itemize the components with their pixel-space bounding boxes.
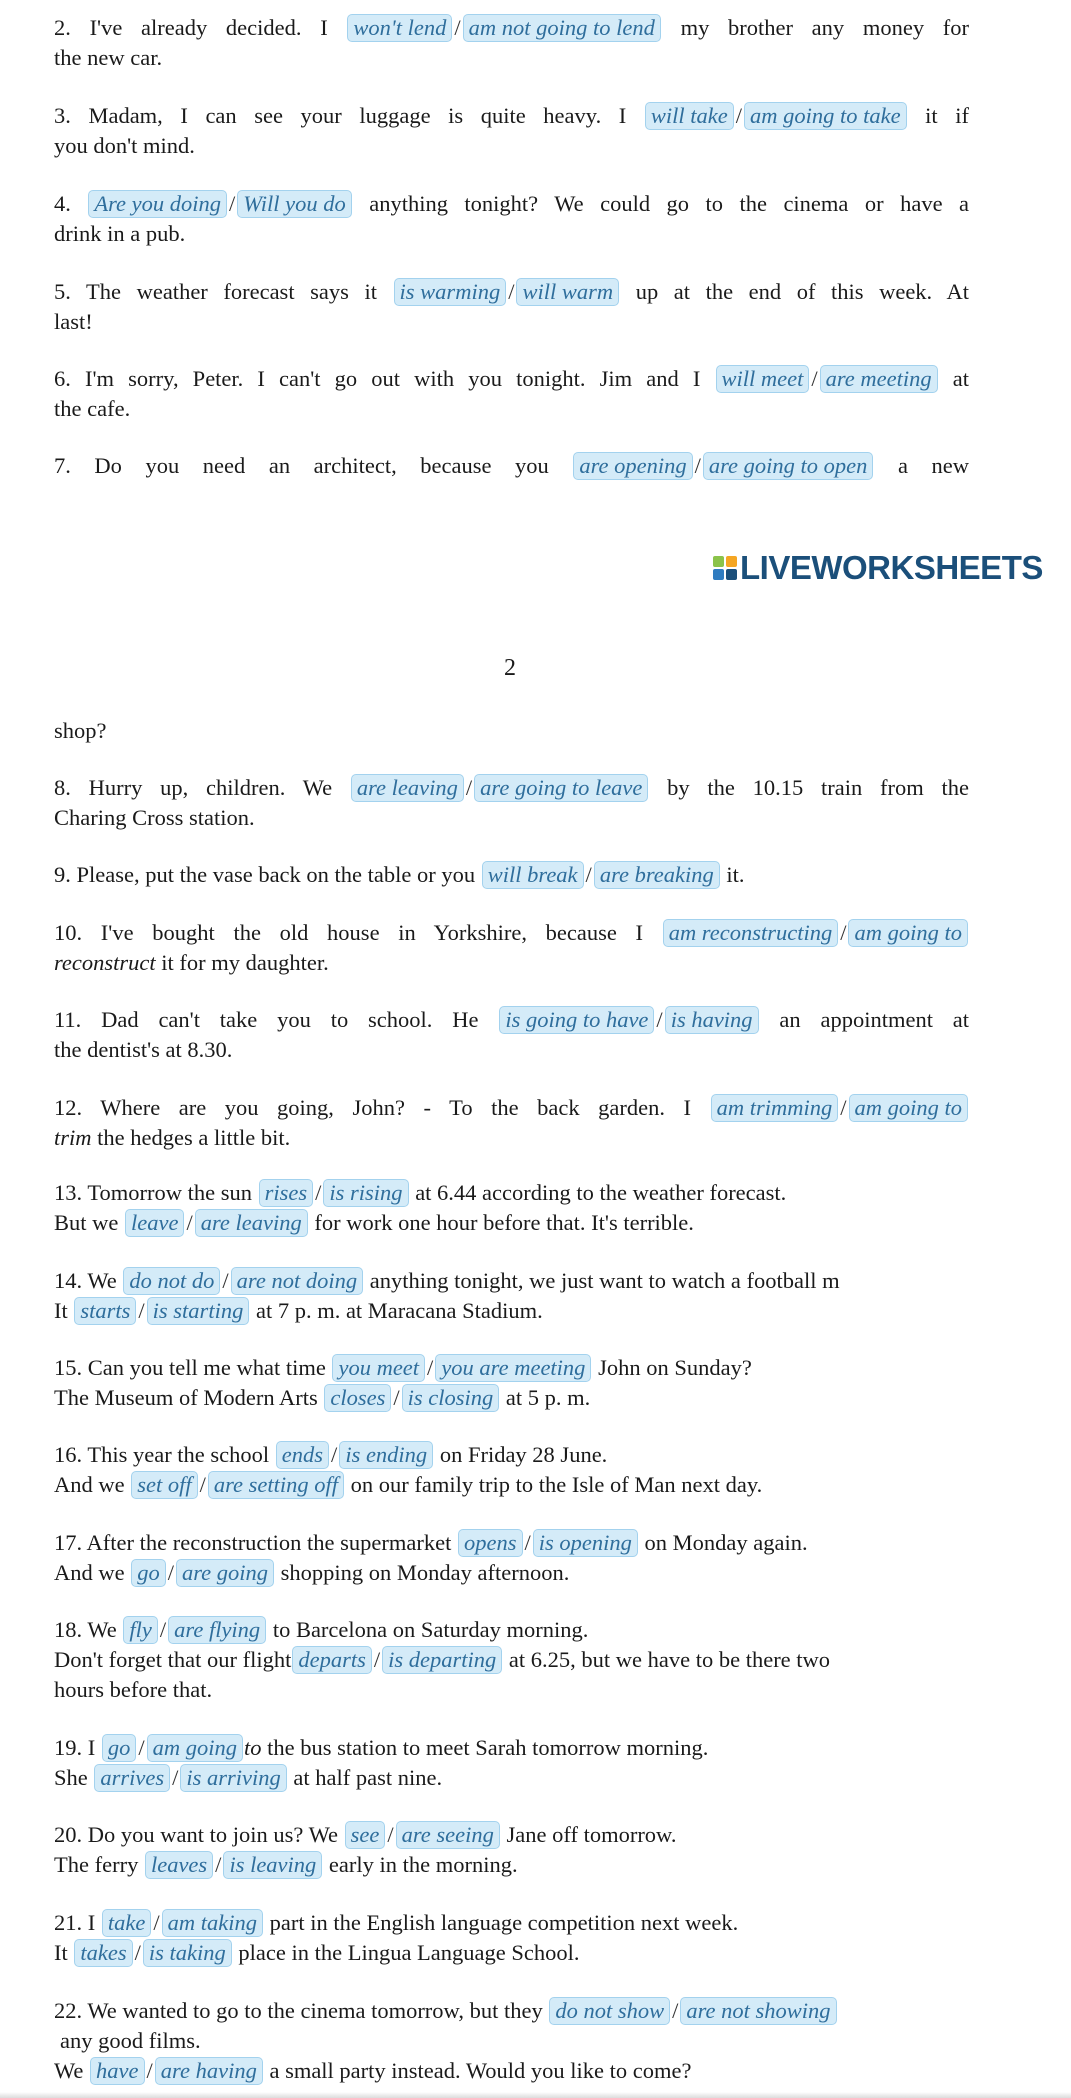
question-text: She bbox=[54, 1765, 88, 1790]
option-leave[interactable]: leave bbox=[125, 1209, 184, 1237]
question-10-line-1: 10. I've bought the old house in Yorkshire, because I am reconstructing / am going to bbox=[54, 918, 969, 948]
question-text: 16. This year the school bbox=[54, 1442, 270, 1467]
question-6-line-2 bbox=[54, 394, 969, 424]
question-17-line-2: And we go / are going shopping on Monday afternoon. bbox=[54, 1560, 570, 1585]
option-see[interactable]: see bbox=[345, 1821, 386, 1849]
question-text: It bbox=[54, 1298, 68, 1323]
option-rises[interactable]: rises bbox=[259, 1179, 314, 1207]
question-text: my brother any money for bbox=[680, 15, 970, 40]
option-leaves[interactable]: leaves bbox=[145, 1851, 213, 1879]
option-am-going-to[interactable]: am going to bbox=[849, 1094, 969, 1122]
option-have[interactable]: have bbox=[90, 2057, 144, 2085]
option-takes[interactable]: takes bbox=[74, 1939, 132, 1967]
question-text: 7. Do you need an architect, because you bbox=[54, 453, 549, 478]
question-text: 18. We bbox=[54, 1617, 117, 1642]
option-do-not-show[interactable]: do not show bbox=[549, 1997, 670, 2025]
option-go[interactable]: go bbox=[131, 1559, 166, 1587]
option-is-warming[interactable]: is warming bbox=[394, 278, 507, 306]
question-text: 4. bbox=[54, 191, 71, 216]
question-text: at half past nine. bbox=[293, 1765, 443, 1790]
question-17-line-1: 17. After the reconstruction the supermarket opens / is opening on Monday again. bbox=[54, 1530, 808, 1555]
option-do-not-do[interactable]: do not do bbox=[123, 1267, 220, 1295]
question-text: you don't mind. bbox=[54, 133, 195, 158]
question-text: shop? bbox=[54, 718, 107, 743]
question-21-line-1: 21. I take / am taking part in the English language competition next week. bbox=[54, 1910, 739, 1935]
page-number: 2 bbox=[504, 655, 516, 681]
option-starts[interactable]: starts bbox=[74, 1297, 136, 1325]
question-text: up at the end of this week. At bbox=[635, 279, 970, 304]
question-text: the new car. bbox=[54, 45, 163, 70]
question-text: 6. I'm sorry, Peter. I can't go out with you tonight. Jim and I bbox=[54, 366, 701, 391]
option-are-not-showing[interactable]: are not showing bbox=[680, 1997, 836, 2025]
option-wont-lend[interactable]: won't lend bbox=[347, 14, 452, 42]
question-text: 12. Where are you going, John? - To the back garden. I bbox=[54, 1095, 692, 1120]
question-text: And we bbox=[54, 1472, 125, 1497]
question-11-line-1: 11. Dad can't take you to school. He is going to have / is having an appointment at bbox=[54, 1007, 970, 1032]
question-text: 11. Dad can't take you to school. He bbox=[54, 1007, 479, 1032]
question-text: for work one hour before that. It's terrible. bbox=[314, 1210, 694, 1235]
question-text: hours before that. bbox=[54, 1677, 213, 1702]
option-will-take[interactable]: will take bbox=[645, 102, 734, 130]
option-go[interactable]: go bbox=[102, 1734, 137, 1762]
option-is-rising[interactable]: is rising bbox=[323, 1179, 408, 1207]
option-will-you-do[interactable]: Will you do bbox=[237, 190, 352, 218]
option-set-off[interactable]: set off bbox=[131, 1471, 197, 1499]
option-you-meet[interactable]: you meet bbox=[332, 1354, 425, 1382]
question-2-line-1: 2. I've already decided. I won't lend / am not going to lend my brother any money for bbox=[54, 15, 970, 40]
question-13-line-1: 13. Tomorrow the sun rises / is rising at 6.44 according to the weather forecast. bbox=[54, 1180, 787, 1205]
question-text: it for my daughter. bbox=[161, 950, 329, 975]
question-text: Charing Cross station. bbox=[54, 805, 255, 830]
option-take[interactable]: take bbox=[102, 1909, 151, 1937]
question-text: 14. We bbox=[54, 1268, 117, 1293]
question-text: place in the Lingua Language School. bbox=[238, 1940, 580, 1965]
option-continuation: to bbox=[244, 1735, 262, 1760]
question-text: And we bbox=[54, 1560, 125, 1585]
option-is-departing[interactable]: is departing bbox=[382, 1646, 502, 1674]
option-am-going-to[interactable]: am going to bbox=[848, 919, 968, 947]
option-am-not-going-to-lend[interactable]: am not going to lend bbox=[463, 14, 661, 42]
option-is-leaving[interactable]: is leaving bbox=[223, 1851, 322, 1879]
question-text: 15. Can you tell me what time bbox=[54, 1355, 326, 1380]
option-is-going-to-have[interactable]: is going to have bbox=[499, 1006, 654, 1034]
question-text: the dentist's at 8.30. bbox=[54, 1037, 233, 1062]
option-is-taking[interactable]: is taking bbox=[143, 1939, 232, 1967]
question-5-line-2 bbox=[54, 307, 969, 337]
option-are-going[interactable]: are going bbox=[176, 1559, 274, 1587]
question-13-line-2: But we leave / are leaving for work one hour before that. It's terrible. bbox=[54, 1210, 694, 1235]
option-am-trimming[interactable]: am trimming bbox=[711, 1094, 839, 1122]
question-text: it. bbox=[726, 862, 745, 887]
question-18-line-2: Don't forget that our flight departs / is departing at 6.25, but we have to be there two bbox=[54, 1647, 831, 1672]
option-will-break[interactable]: will break bbox=[482, 861, 584, 889]
question-text: 20. Do you want to join us? We bbox=[54, 1822, 338, 1847]
question-10-line-2 bbox=[54, 948, 969, 978]
question-text: 21. I bbox=[54, 1910, 96, 1935]
question-text: the bus station to meet Sarah tomorrow morning. bbox=[267, 1735, 709, 1760]
question-14-line-2: It starts / is starting at 7 p. m. at Maracana Stadium. bbox=[54, 1298, 543, 1323]
question-text: any good films. bbox=[60, 2028, 201, 2053]
question-text: to Barcelona on Saturday morning. bbox=[272, 1617, 589, 1642]
option-closes[interactable]: closes bbox=[324, 1384, 391, 1412]
option-will-meet[interactable]: will meet bbox=[716, 365, 810, 393]
option-am-going-to-take[interactable]: am going to take bbox=[744, 102, 907, 130]
question-text: The ferry bbox=[54, 1852, 139, 1877]
question-text: drink in a pub. bbox=[54, 221, 186, 246]
question-text: a new bbox=[897, 453, 969, 478]
question-text: anything tonight, we just want to watch a football m bbox=[369, 1268, 840, 1293]
question-9-line-1: 9. Please, put the vase back on the table or you will break / are breaking it. bbox=[54, 862, 745, 887]
question-8-line-1: 8. Hurry up, children. We are leaving / are going to leave by the 10.15 train from the bbox=[54, 775, 970, 800]
logo-text: LIVEWORKSHEETS bbox=[740, 549, 1043, 586]
question-text: 19. I bbox=[54, 1735, 96, 1760]
option-fly[interactable]: fly bbox=[123, 1616, 158, 1644]
question-20-line-2: The ferry leaves / is leaving early in the morning. bbox=[54, 1852, 518, 1877]
question-text: shopping on Monday afternoon. bbox=[280, 1560, 570, 1585]
option-is-ending[interactable]: is ending bbox=[339, 1441, 433, 1469]
option-departs[interactable]: departs bbox=[292, 1646, 372, 1674]
option-are-flying[interactable]: are flying bbox=[168, 1616, 266, 1644]
question-text: Don't forget that our flight bbox=[54, 1647, 292, 1672]
question-14-line-1: 14. We do not do / are not doing anything tonight, we just want to watch a football m bbox=[54, 1268, 840, 1293]
question-18-line-1: 18. We fly / are flying to Barcelona on Saturday morning. bbox=[54, 1617, 589, 1642]
question-text: an appointment at bbox=[779, 1007, 970, 1032]
question-text: a small party instead. Would you like to come? bbox=[269, 2058, 692, 2083]
question-15-line-1: 15. Can you tell me what time you meet / you are meeting John on Sunday? bbox=[54, 1355, 752, 1380]
question-text: 17. After the reconstruction the supermarket bbox=[54, 1530, 452, 1555]
option-are-not-doing[interactable]: are not doing bbox=[231, 1267, 363, 1295]
question-2-line-2 bbox=[54, 43, 969, 73]
question-text: it if bbox=[925, 103, 969, 128]
question-text: part in the English language competition next week. bbox=[269, 1910, 739, 1935]
question-text: at 7 p. m. at Maracana Stadium. bbox=[255, 1298, 543, 1323]
option-is-starting[interactable]: is starting bbox=[147, 1297, 250, 1325]
question-text: 22. We wanted to go to the cinema tomorrow, but they bbox=[54, 1998, 543, 2023]
question-text: John on Sunday? bbox=[598, 1355, 752, 1380]
option-are-seeing[interactable]: are seeing bbox=[396, 1821, 500, 1849]
option-arrives[interactable]: arrives bbox=[94, 1764, 170, 1792]
question-8-line-2 bbox=[54, 803, 969, 833]
question-4-line-2 bbox=[54, 219, 969, 249]
question-text: the hedges a little bit. bbox=[97, 1125, 291, 1150]
question-text: anything tonight? We could go to the cinema or have a bbox=[369, 191, 970, 216]
question-text: at 6.25, but we have to be there two bbox=[508, 1647, 831, 1672]
question-3-line-2 bbox=[54, 131, 969, 161]
question-5-line-1: 5. The weather forecast says it is warming / will warm up at the end of this week. At bbox=[54, 279, 970, 304]
question-6-line-1: 6. I'm sorry, Peter. I can't go out with you tonight. Jim and I will meet / are meeting at bbox=[54, 366, 970, 391]
option-are-having[interactable]: are having bbox=[155, 2057, 263, 2085]
option-ends[interactable]: ends bbox=[276, 1441, 329, 1469]
question-text: 8. Hurry up, children. We bbox=[54, 775, 333, 800]
question-text: 3. Madam, I can see your luggage is quite heavy. I bbox=[54, 103, 627, 128]
question-text: at bbox=[952, 366, 970, 391]
question-12-line-2 bbox=[54, 1123, 969, 1153]
option-are-you-doing[interactable]: Are you doing bbox=[88, 190, 227, 218]
question-3-line-1: 3. Madam, I can see your luggage is quite heavy. I will take / am going to take it if bbox=[54, 103, 969, 128]
option-are-leaving[interactable]: are leaving bbox=[351, 774, 464, 802]
question-text: early in the morning. bbox=[328, 1852, 518, 1877]
option-are-opening[interactable]: are opening bbox=[573, 452, 692, 480]
option-will-warm[interactable]: will warm bbox=[516, 278, 619, 306]
option-am-going[interactable]: am going bbox=[147, 1734, 243, 1762]
question-4-line-1: 4. Are you doing / Will you do anything tonight? We could go to the cinema or have a bbox=[54, 191, 970, 216]
question-19-line-1: 19. I go / am going to the bus station to meet Sarah tomorrow morning. bbox=[54, 1735, 709, 1760]
option-opens[interactable]: opens bbox=[458, 1529, 523, 1557]
question-text: The Museum of Modern Arts bbox=[54, 1385, 318, 1410]
question-22-line-3: We have / are having a small party instead. Would you like to come? bbox=[54, 2058, 692, 2083]
question-7-line-1: 7. Do you need an architect, because you are opening / are going to open a new bbox=[54, 453, 969, 478]
option-you-are-meeting[interactable]: you are meeting bbox=[435, 1354, 591, 1382]
question-20-line-1: 20. Do you want to join us? We see / are seeing Jane off tomorrow. bbox=[54, 1822, 677, 1847]
option-is-opening[interactable]: is opening bbox=[533, 1529, 638, 1557]
question-text: But we bbox=[54, 1210, 119, 1235]
question-text: 13. Tomorrow the sun bbox=[54, 1180, 252, 1205]
question-text: 9. Please, put the vase back on the table or you bbox=[54, 862, 476, 887]
option-are-going-to-leave[interactable]: are going to leave bbox=[474, 774, 648, 802]
question-text: 10. I've bought the old house in Yorkshire, because I bbox=[54, 920, 643, 945]
option-are-meeting[interactable]: are meeting bbox=[820, 365, 938, 393]
question-7-line-2 bbox=[54, 716, 969, 746]
question-text: 5. The weather forecast says it bbox=[54, 279, 377, 304]
question-19-line-2: She arrives / is arriving at half past nine. bbox=[54, 1765, 443, 1790]
question-text: on Monday again. bbox=[644, 1530, 808, 1555]
question-15-line-2: The Museum of Modern Arts closes / is closing at 5 p. m. bbox=[54, 1385, 591, 1410]
option-am-taking[interactable]: am taking bbox=[162, 1909, 263, 1937]
page-bottom-edge bbox=[0, 2092, 1071, 2098]
option-am-reconstructing[interactable]: am reconstructing bbox=[663, 919, 839, 947]
option-are-breaking[interactable]: are breaking bbox=[594, 861, 720, 889]
question-22-line-1: 22. We wanted to go to the cinema tomorrow, but they do not show / are not showing bbox=[54, 1996, 969, 2026]
liveworksheets-logo bbox=[713, 548, 1043, 588]
question-text: the cafe. bbox=[54, 396, 131, 421]
question-text: at 5 p. m. bbox=[505, 1385, 591, 1410]
option-is-arriving[interactable]: is arriving bbox=[180, 1764, 286, 1792]
option-is-having[interactable]: is having bbox=[665, 1006, 759, 1034]
question-text: at 6.44 according to the weather forecast. bbox=[415, 1180, 787, 1205]
question-text: Jane off tomorrow. bbox=[506, 1822, 677, 1847]
question-11-line-2 bbox=[54, 1035, 969, 1065]
question-12-line-1: 12. Where are you going, John? - To the back garden. I am trimming / am going to bbox=[54, 1093, 969, 1123]
question-16-line-1: 16. This year the school ends / is ending on Friday 28 June. bbox=[54, 1442, 608, 1467]
question-18-line-3 bbox=[54, 1675, 969, 1705]
option-are-leaving[interactable]: are leaving bbox=[195, 1209, 308, 1237]
question-16-line-2: And we set off / are setting off on our family trip to the Isle of Man next day. bbox=[54, 1472, 763, 1497]
logo-icon bbox=[713, 556, 737, 580]
question-21-line-2: It takes / is taking place in the Lingua Language School. bbox=[54, 1940, 580, 1965]
question-text: on Friday 28 June. bbox=[439, 1442, 608, 1467]
option-are-setting-off[interactable]: are setting off bbox=[208, 1471, 344, 1499]
question-text: by the 10.15 train from the bbox=[667, 775, 970, 800]
question-text: 2. I've already decided. I bbox=[54, 15, 328, 40]
option-continuation[interactable]: reconstruct bbox=[54, 950, 156, 975]
option-is-closing[interactable]: is closing bbox=[402, 1384, 500, 1412]
option-are-going-to-open[interactable]: are going to open bbox=[703, 452, 874, 480]
option-continuation[interactable]: trim bbox=[54, 1125, 92, 1150]
question-text: last! bbox=[54, 309, 93, 334]
question-text: It bbox=[54, 1940, 68, 1965]
question-text: We bbox=[54, 2058, 84, 2083]
question-22-line-2 bbox=[60, 2026, 975, 2056]
question-text: on our family trip to the Isle of Man next day. bbox=[350, 1472, 763, 1497]
